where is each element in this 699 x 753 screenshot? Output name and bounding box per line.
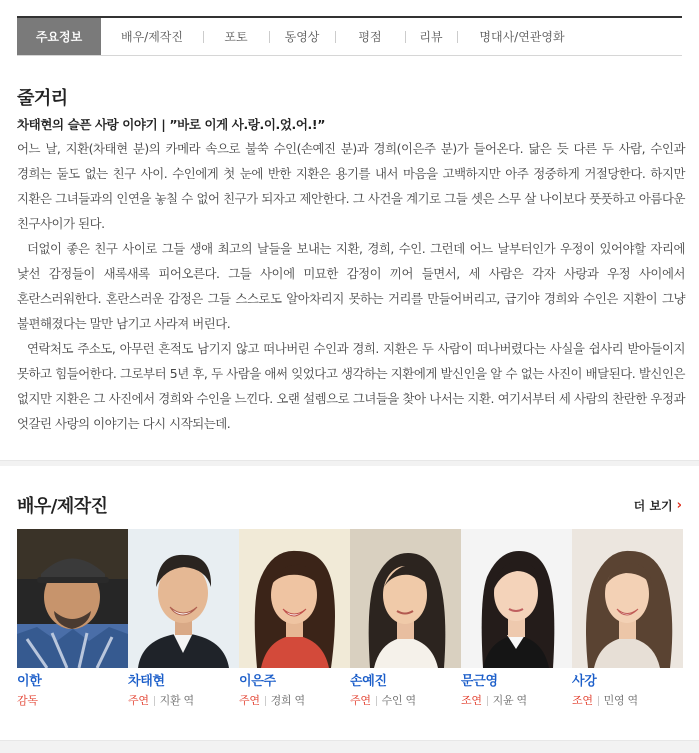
tab-cast-crew[interactable]: [101, 18, 203, 55]
tab-video[interactable]: [269, 18, 335, 55]
cast-card[interactable]: [17, 529, 128, 708]
tab-photo[interactable]: [203, 18, 269, 55]
person-photo[interactable]: [239, 529, 350, 668]
tab-separator: [457, 31, 458, 43]
person-role: [239, 694, 350, 708]
character-name: 수인 역: [381, 694, 416, 707]
tab-main-info[interactable]: [17, 18, 101, 55]
character-name: 지환 역: [159, 694, 194, 707]
person-name[interactable]: 사강: [572, 674, 597, 689]
tab-separator: [335, 31, 336, 43]
role-type: 조연: [461, 694, 482, 707]
person-role: [128, 694, 239, 708]
role-separator: [265, 696, 266, 706]
tab-quotes-related[interactable]: [457, 18, 587, 55]
person-name[interactable]: 이한: [17, 674, 42, 689]
tab-label: 포토: [224, 30, 248, 44]
synopsis-tagline: 차태현의 슬픈 사랑 이야기 | ”바로 이게 사.랑.이.었.어.!”: [17, 117, 326, 132]
character-name: 경희 역: [270, 694, 305, 707]
role-type: 주연: [350, 694, 371, 707]
section-divider: [0, 740, 699, 753]
person-photo[interactable]: [128, 529, 239, 668]
person-name[interactable]: 이은주: [239, 674, 276, 689]
synopsis-paragraph: 어느 날, 지환(차태현 분)의 카메라 속으로 불쑥 수인(손예진 분)과 경희(이은주 분)가 들어온다. 닮은 듯 다른 두 사람, 수인과 경희는 둘도 없는 친구 사이. 수인에게 첫 눈에 반한 지환은 용기를 내서 마음을 고백하지만 아주 정중하게 거절당한다. 하지만 지환은 그녀들과의 인연을 놓칠 수 없어 친구가 되자고 제안한다. 그 사건을 계기로 그들 셋은 스무 살 나이보다 풋풋하고 아름다운 친구사이가 된다.: [17, 141, 685, 231]
tab-review[interactable]: [405, 18, 457, 55]
character-name: 민영 역: [603, 694, 638, 707]
person-name[interactable]: 손예진: [350, 674, 387, 689]
cast-card[interactable]: [350, 529, 461, 708]
person-name[interactable]: 문근영: [461, 674, 498, 689]
tab-separator: [405, 31, 406, 43]
synopsis-paragraph: 더없이 좋은 친구 사이로 그들 생애 최고의 날들을 보내는 지환, 경희, 수인. 그런데 어느 날부터인가 우정이 있어야할 자리에 낯선 감정들이 새록새록 피어오른다. 그들 사이에 미묘한 감정이 끼어 들면서, 세 사람은 각자 사랑과 우정 사이에서 혼란스러워한다. 혼란스러운 감정은 그들 스스로도 알아차리지 못하는 거리를 만들어버리고, 급기야 경희와 수인은 지환이 그냥 불편해졌다는 말만 남기고 사라져 버린다.: [17, 241, 685, 331]
role-type: 주연: [128, 694, 149, 707]
cast-card[interactable]: [239, 529, 350, 708]
synopsis-body: [17, 115, 685, 436]
cast-section-title: 배우/제작진: [17, 496, 108, 517]
person-photo[interactable]: [461, 529, 572, 668]
character-name: 지윤 역: [492, 694, 527, 707]
tab-label: 명대사/연관영화: [479, 30, 565, 44]
role-separator: [598, 696, 599, 706]
tab-label: 배우/제작진: [120, 30, 183, 44]
person-role: [17, 694, 128, 708]
tab-bar: [17, 16, 682, 56]
person-role: [350, 694, 461, 708]
cast-card[interactable]: [572, 529, 683, 708]
tab-label: 평점: [358, 30, 382, 44]
section-divider: [0, 460, 699, 466]
tab-separator: [269, 31, 270, 43]
more-label: 더 보기: [633, 499, 673, 513]
more-cast-link[interactable]: [634, 497, 682, 514]
tab-label: 동영상: [284, 30, 320, 44]
tab-label: 주요정보: [35, 30, 83, 44]
tab-label: 리뷰: [419, 30, 443, 44]
synopsis-paragraph: 연락처도 주소도, 아무런 흔적도 남기지 않고 떠나버린 수인과 경희. 지환은 두 사람이 떠나버렸다는 사실을 쉽사리 받아들이지 못하고 힘들어한다. 그로부터 5년 후, 두 사람을 애써 잊었다고 생각하는 지환에게 발신인을 알 수 없는 사진이 배달된다. 발신인은 없지만 지환은 그 사진에서 경희와 수인을 느낀다. 오랜 설렘으로 그녀들을 찾아 나서는 지환. 여기서부터 세 사람의 찬란한 우정과 엇갈린 사랑의 이야기는 다시 시작되는데.: [17, 341, 685, 431]
role-type: 조연: [572, 694, 593, 707]
tab-rating[interactable]: [335, 18, 405, 55]
role-separator: [154, 696, 155, 706]
person-photo[interactable]: [572, 529, 683, 668]
role-type: 감독: [17, 694, 38, 707]
cast-card[interactable]: [128, 529, 239, 708]
person-photo[interactable]: [17, 529, 128, 668]
role-type: 주연: [239, 694, 260, 707]
synopsis-title: 줄거리: [17, 88, 68, 109]
cast-list: [17, 529, 683, 708]
cast-card[interactable]: [461, 529, 572, 708]
chevron-right-icon: ›: [676, 498, 682, 513]
person-role: [461, 694, 572, 708]
role-separator: [376, 696, 377, 706]
person-role: [572, 694, 683, 708]
tab-separator: [203, 31, 204, 43]
role-separator: [487, 696, 488, 706]
person-name[interactable]: 차태현: [128, 674, 165, 689]
person-photo[interactable]: [350, 529, 461, 668]
